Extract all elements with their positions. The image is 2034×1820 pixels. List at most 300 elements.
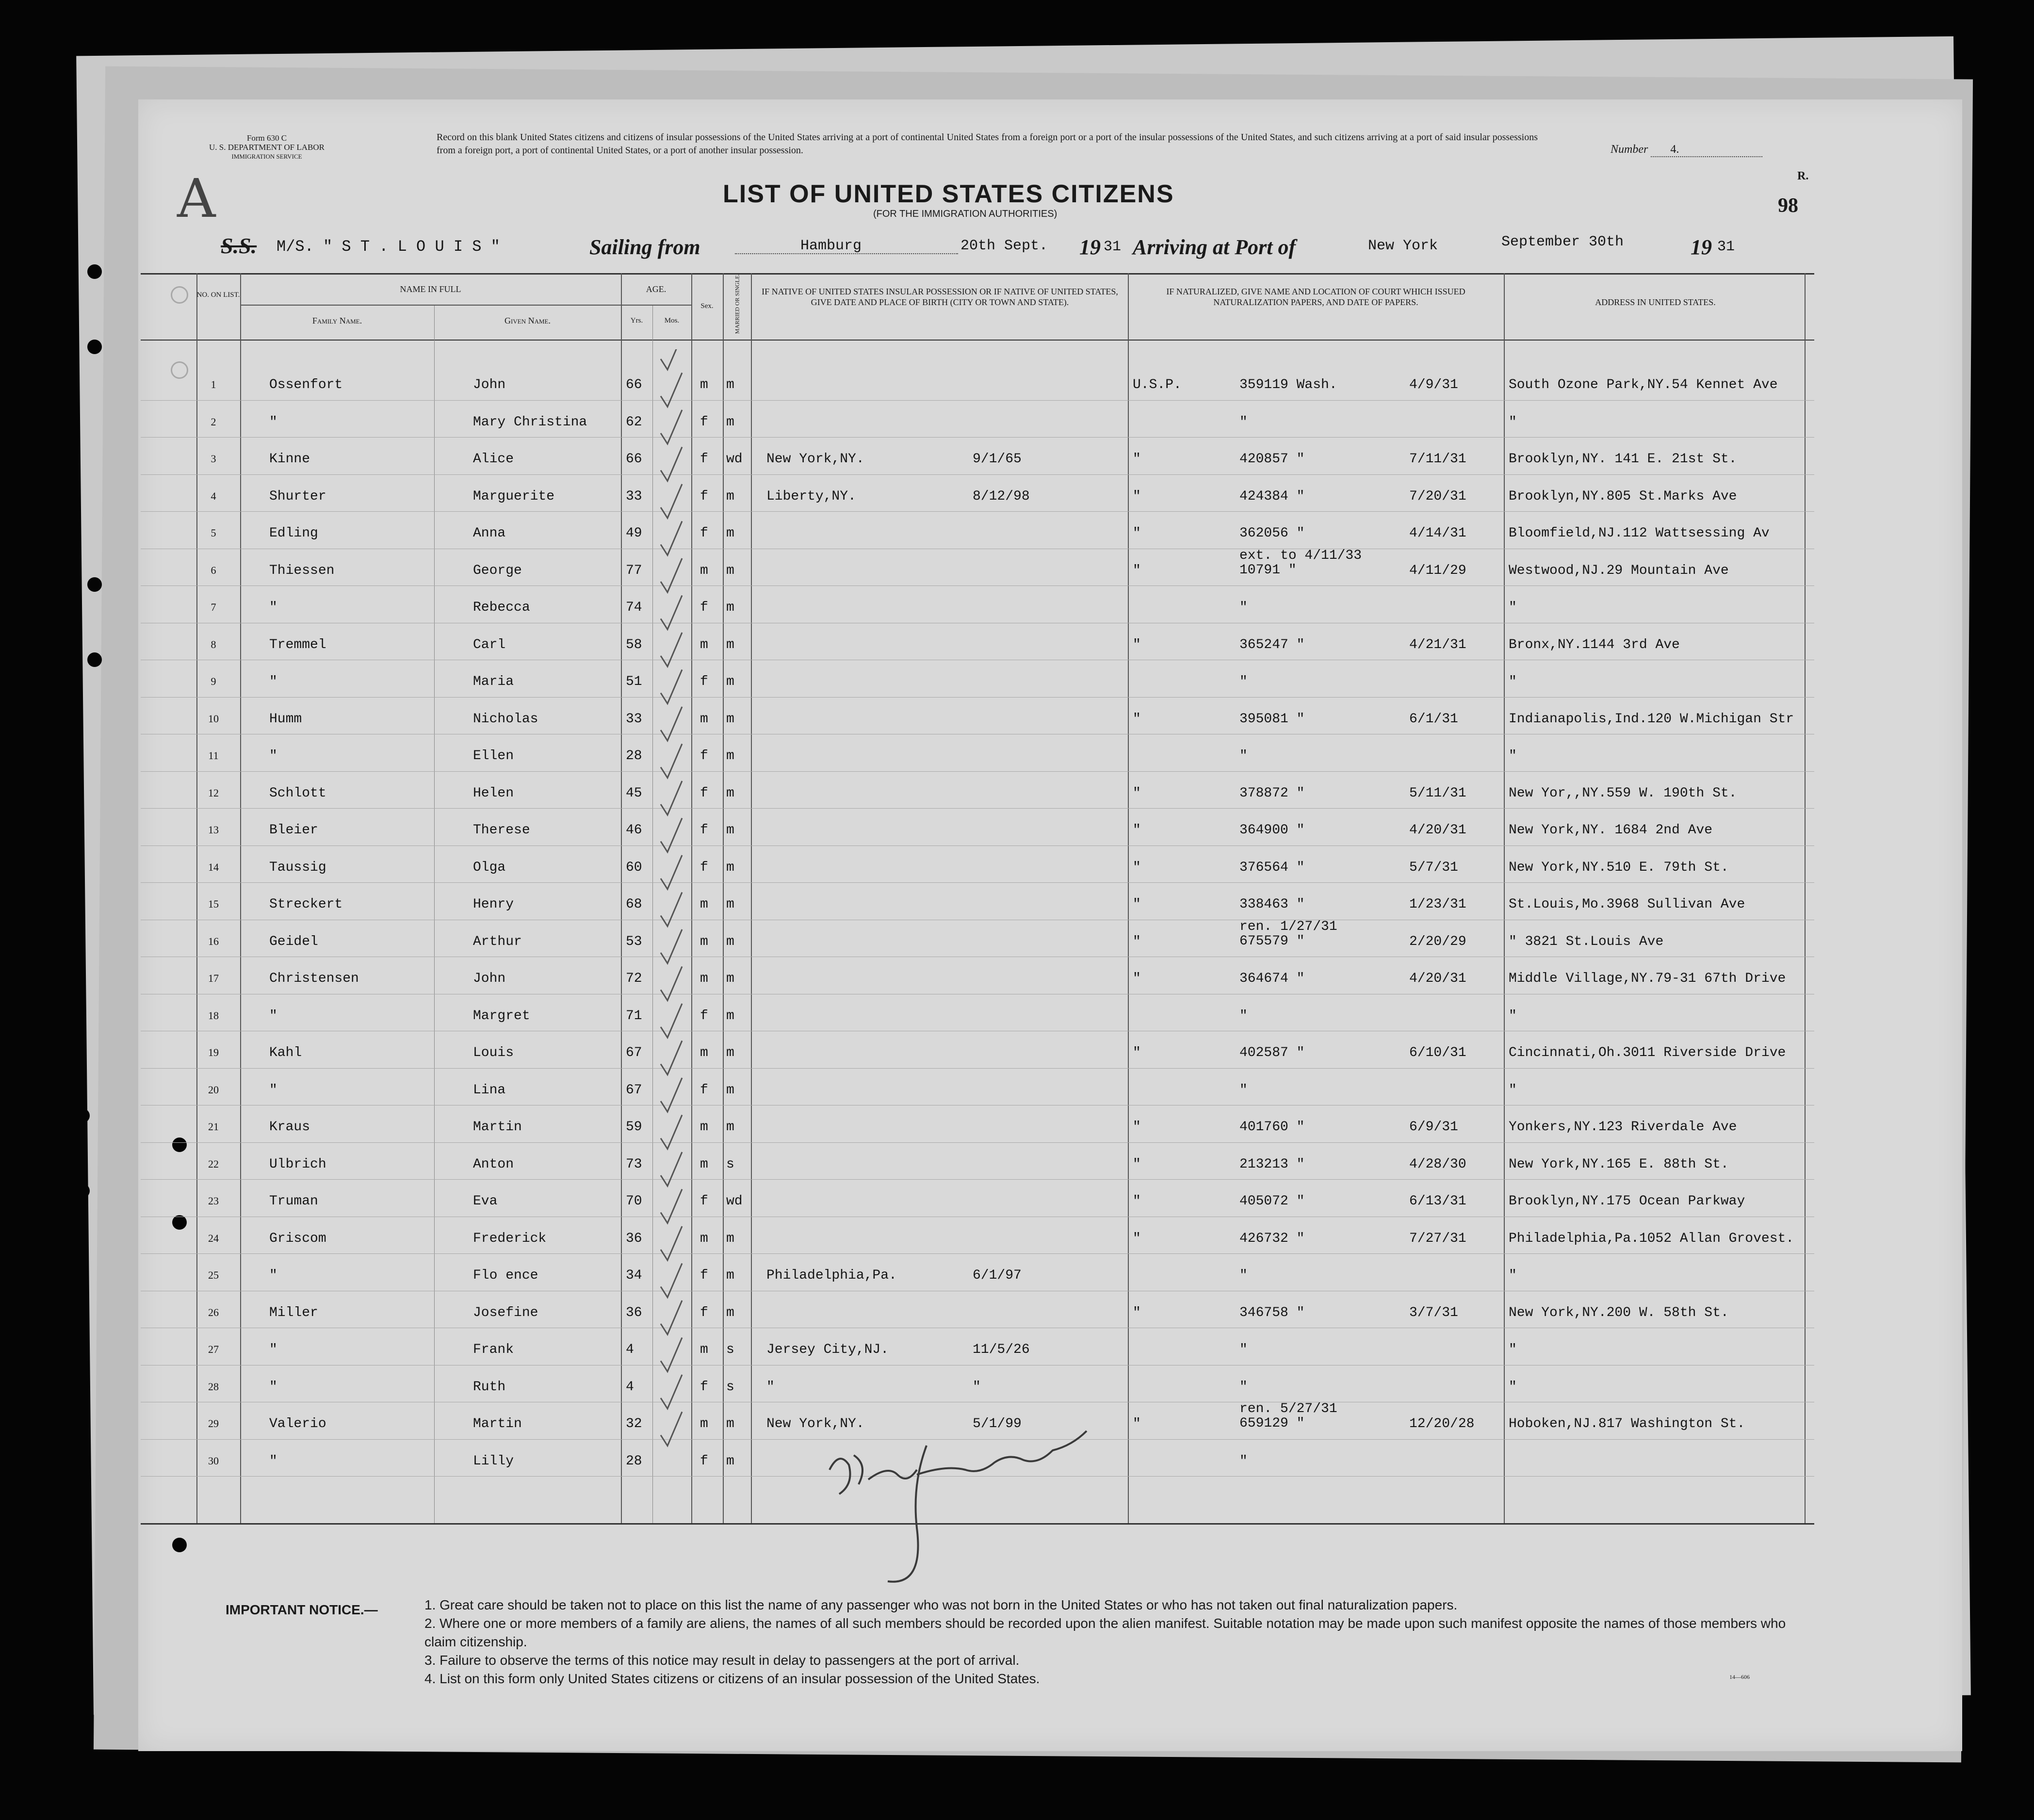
check-mark (661, 781, 682, 815)
check-mark (661, 1152, 682, 1186)
sail-date: 20th Sept. (960, 238, 1048, 254)
row-number: 5 (211, 527, 216, 539)
naturalization-paper: 338463 " (1239, 897, 1305, 912)
given-name: George (473, 563, 522, 578)
check-mark (661, 670, 682, 704)
age-years: 67 (626, 1045, 642, 1060)
naturalization-paper: " (1239, 748, 1248, 764)
naturalization-paper: 424384 " (1239, 488, 1305, 504)
row-number: 23 (208, 1195, 219, 1207)
given-name: Anton (473, 1156, 514, 1172)
table-row (0, 369, 2034, 404)
given-name: Frederick (473, 1231, 547, 1246)
sex: m (700, 377, 708, 392)
age-years: 58 (626, 637, 642, 652)
court: " (1133, 488, 1141, 504)
table-row (0, 1333, 2034, 1368)
given-name: Martin (473, 1416, 522, 1431)
check-mark (661, 1226, 682, 1260)
paper-date: 2/20/29 (1409, 934, 1466, 949)
given-name: Olga (473, 860, 506, 875)
address: Yonkers,NY.123 Riverdale Ave (1509, 1120, 1737, 1135)
check-mark (661, 410, 682, 444)
family-name: Kinne (269, 452, 310, 467)
voyage-line (221, 233, 1817, 262)
sailing-label: Sailing from (589, 235, 700, 259)
check-mark (661, 967, 682, 1001)
address: New York,NY. 1684 2nd Ave (1509, 823, 1713, 838)
punch-hole (87, 264, 102, 279)
court: " (1133, 823, 1141, 838)
family-name: Griscom (269, 1231, 326, 1246)
paper-date: 5/7/31 (1409, 860, 1458, 875)
family-name: Truman (269, 1194, 318, 1209)
family-name: Ossenfort (269, 377, 343, 392)
address: Indianapolis,Ind.120 W.Michigan Str (1509, 711, 1794, 727)
form-instruction: Record on this blank United States citizens and citizens of insular possessions of the United States arriving at a port of continental United States from a foreign port or a port of the insular possessions of the United States, and such citizens arriving at a port of said insular possessions from a foreign port, a port of continental United States, or a port of another insular possession. (437, 132, 1538, 156)
birth-date: 9/1/65 (973, 452, 1022, 467)
address: " (1509, 414, 1517, 430)
r-mark: R. (1797, 170, 1809, 182)
marital-status: m (726, 823, 734, 838)
sex: f (700, 488, 708, 504)
department: U. S. DEPARTMENT OF LABOR (209, 143, 325, 152)
given-name: Frank (473, 1342, 514, 1357)
birth-place: Philadelphia,Pa. (766, 1268, 897, 1283)
table-row (0, 1074, 2034, 1109)
family-name: " (269, 674, 277, 689)
age-years: 73 (626, 1156, 642, 1172)
table-row (0, 517, 2034, 552)
row-number: 26 (208, 1306, 219, 1318)
naturalization-paper: " (1239, 1082, 1248, 1098)
court: " (1133, 934, 1141, 949)
sex: f (700, 1453, 708, 1469)
service: IMMIGRATION SERVICE (231, 153, 302, 160)
family-name: Geidel (269, 934, 318, 949)
age-years: 62 (626, 414, 642, 430)
check-mark (661, 349, 682, 370)
marital-status: m (726, 563, 734, 578)
age-years: 34 (626, 1268, 642, 1283)
table-row (0, 666, 2034, 700)
sex: f (700, 1194, 708, 1209)
check-mark (661, 633, 682, 666)
marital-status: m (726, 748, 734, 764)
family-name: " (269, 1342, 277, 1357)
court: U.S.P. (1133, 377, 1182, 392)
court: " (1133, 1231, 1141, 1246)
check-mark (661, 484, 682, 518)
paper-date: 3/7/31 (1409, 1305, 1458, 1320)
given-name: Nicholas (473, 711, 538, 727)
given-name: Ellen (473, 748, 514, 764)
court: " (1133, 860, 1141, 875)
court: " (1133, 452, 1141, 467)
sex: f (700, 860, 708, 875)
paper-date: 7/11/31 (1409, 452, 1466, 467)
check-mark (661, 558, 682, 592)
sex: m (700, 563, 708, 578)
address: St.Louis,Mo.3968 Sullivan Ave (1509, 897, 1745, 912)
age-years: 28 (626, 748, 642, 764)
address: Brooklyn,NY.175 Ocean Parkway (1509, 1194, 1745, 1209)
punch-hole (75, 1506, 90, 1521)
marital-status: m (726, 934, 734, 949)
given-name: Rebecca (473, 600, 530, 615)
row-number: 27 (208, 1343, 219, 1355)
address: New York,NY.510 E. 79th St. (1509, 860, 1729, 875)
given-name: Marguerite (473, 488, 555, 504)
row-number: 25 (208, 1269, 219, 1281)
notice-label: IMPORTANT NOTICE.— (226, 1602, 378, 1617)
address: " (1509, 1379, 1517, 1395)
row-number: 18 (208, 1009, 219, 1022)
sex: m (700, 1120, 708, 1135)
naturalization-paper: " (1239, 674, 1248, 689)
birth-date: 11/5/26 (973, 1342, 1030, 1357)
table-row (0, 443, 2034, 478)
given-name: Martin (473, 1120, 522, 1135)
check-mark (661, 744, 682, 778)
sex: f (700, 674, 708, 689)
birth-place: Liberty,NY. (766, 488, 856, 504)
sex: m (700, 1231, 708, 1246)
age-years: 66 (626, 452, 642, 467)
table-row (0, 1297, 2034, 1332)
table-row (0, 629, 2034, 664)
naturalization-paper: 401760 " (1239, 1120, 1305, 1135)
age-years: 77 (626, 563, 642, 578)
table-row (0, 1185, 2034, 1220)
form-code: 14—606 (1729, 1674, 1750, 1680)
age-years: 74 (626, 600, 642, 615)
sex: m (700, 897, 708, 912)
court: " (1133, 563, 1141, 578)
family-name: " (269, 748, 277, 764)
ship-name: M/S. " S T . L O U I S " (277, 238, 500, 256)
age-years: 51 (626, 674, 642, 689)
family-name: Edling (269, 526, 318, 541)
family-name: Kahl (269, 1045, 302, 1060)
address: Cincinnati,Oh.3011 Riverside Drive (1509, 1045, 1786, 1060)
given-name: Mary Christina (473, 414, 587, 430)
naturalization-paper: 362056 " (1239, 526, 1305, 541)
punch-hole (172, 1538, 187, 1552)
check-mark (661, 1300, 682, 1334)
row-number: 22 (208, 1157, 219, 1170)
table-row (0, 1371, 2034, 1406)
family-name: " (269, 1453, 277, 1469)
family-name: " (269, 1379, 277, 1395)
row-number: 13 (208, 824, 219, 836)
age-years: 33 (626, 488, 642, 504)
age-years: 59 (626, 1120, 642, 1135)
given-name: Louis (473, 1045, 514, 1060)
col-header-married: MARRIED OR SINGLE. (733, 274, 741, 334)
marital-status: m (726, 637, 734, 652)
arriving-label: Arriving at Port of (1133, 235, 1296, 259)
check-mark (661, 447, 682, 481)
handwritten-letter-mark: A (177, 167, 216, 229)
arrive-year: 31 (1717, 239, 1735, 255)
marital-status: m (726, 711, 734, 727)
naturalization-paper: " (1239, 1342, 1248, 1357)
given-name: Lina (473, 1082, 506, 1098)
check-mark (661, 1189, 682, 1223)
given-name: Alice (473, 452, 514, 467)
paper-date: 4/9/31 (1409, 377, 1458, 392)
family-name: Shurter (269, 488, 326, 504)
paper-date: 6/10/31 (1409, 1045, 1466, 1060)
check-marks (650, 349, 703, 1479)
age-years: 36 (626, 1305, 642, 1320)
sex: m (700, 1342, 708, 1357)
marital-status: m (726, 1268, 734, 1283)
marital-status: m (726, 1120, 734, 1135)
table-row (0, 777, 2034, 812)
sex: f (700, 526, 708, 541)
marital-status: m (726, 1453, 734, 1469)
number-value: 4. (1651, 143, 1762, 157)
age-years: 45 (626, 785, 642, 801)
row-number: 20 (208, 1083, 219, 1096)
col-header-yrs: Yrs. (630, 317, 643, 325)
naturalization-paper: 395081 " (1239, 711, 1305, 727)
birth-date: 5/1/99 (973, 1416, 1022, 1431)
given-name: Margret (473, 1008, 530, 1024)
paper-date: 12/20/28 (1409, 1416, 1475, 1431)
marital-status: s (726, 1156, 734, 1172)
sex: f (700, 414, 708, 430)
birth-place: Jersey City,NJ. (766, 1342, 889, 1357)
paper-date: 4/28/30 (1409, 1156, 1466, 1172)
sex: f (700, 1082, 708, 1098)
row-number: 2 (211, 415, 216, 428)
family-name: Valerio (269, 1416, 326, 1431)
row-number: 6 (211, 564, 216, 576)
given-name: Josefine (473, 1305, 538, 1320)
family-name: Ulbrich (269, 1156, 326, 1172)
table-row (0, 740, 2034, 775)
naturalization-paper: 364900 " (1239, 823, 1305, 838)
notice-item-1: 1. Great care should be taken not to place on this list the name of any passenger who was not born in the United States or who has not taken out final naturalization papers. (424, 1597, 1458, 1612)
check-mark (661, 893, 682, 926)
paper-date: 1/23/31 (1409, 897, 1466, 912)
number-field (1611, 143, 1762, 157)
check-mark (661, 1264, 682, 1298)
row-number: 8 (211, 638, 216, 650)
row-number: 12 (208, 786, 219, 799)
given-name: Maria (473, 674, 514, 689)
sex: f (700, 452, 708, 467)
table-row (0, 851, 2034, 886)
age-years: 66 (626, 377, 642, 392)
family-name: Miller (269, 1305, 318, 1320)
family-name: Taussig (269, 860, 326, 875)
birth-date: 6/1/97 (973, 1268, 1022, 1283)
sex: m (700, 1416, 708, 1431)
table-row (0, 1148, 2034, 1183)
address: " (1509, 1268, 1517, 1283)
given-name: John (473, 377, 506, 392)
address: New Yor,,NY.559 W. 190th St. (1509, 785, 1737, 801)
paper-date: 4/20/31 (1409, 971, 1466, 986)
given-name: Henry (473, 897, 514, 912)
marital-status: m (726, 488, 734, 504)
year-prefix: 19 (1079, 235, 1101, 259)
naturalization-paper: " (1239, 1008, 1248, 1024)
marital-status: m (726, 1008, 734, 1024)
age-years: 4 (626, 1342, 634, 1357)
check-mark (661, 596, 682, 630)
sex: f (700, 1379, 708, 1395)
marital-status: m (726, 860, 734, 875)
address: New York,NY.165 E. 88th St. (1509, 1156, 1729, 1172)
marital-status: m (726, 1231, 734, 1246)
check-mark (661, 1375, 682, 1409)
notice-items (424, 1596, 1812, 1688)
number-label: Number (1611, 143, 1648, 156)
col-header-family: Family Name. (312, 316, 362, 325)
arrive-port: New York (1368, 238, 1438, 254)
naturalization-paper: ren. 5/27/31 659129 " (1239, 1401, 1337, 1431)
given-name: Lilly (473, 1453, 514, 1469)
given-name: Arthur (473, 934, 522, 949)
family-name: Streckert (269, 897, 343, 912)
notice-item-2: 2. Where one or more members of a family are aliens, the names of all such members should be recorded upon the alien manifest. Suitable notation may be made upon such manifest opposite the names of those members who claim citizenship. (424, 1616, 1786, 1649)
sex: f (700, 1305, 708, 1320)
court: " (1133, 711, 1141, 727)
sex: f (700, 823, 708, 838)
sail-year: 31 (1104, 239, 1122, 255)
table-row (0, 919, 2034, 960)
address: " (1509, 600, 1517, 615)
paper-date: 7/27/31 (1409, 1231, 1466, 1246)
naturalization-paper: 359119 Wash. (1239, 377, 1337, 392)
age-years: 67 (626, 1082, 642, 1098)
row-number: 29 (208, 1417, 219, 1430)
page-title: LIST OF UNITED STATES CITIZENS (723, 180, 1174, 208)
naturalization-paper: 213213 " (1239, 1156, 1305, 1172)
from-port: Hamburg (800, 238, 862, 254)
birth-place: New York,NY. (766, 452, 864, 467)
col-header-no: NO. ON LIST. (196, 291, 240, 299)
paper-date: 6/1/31 (1409, 711, 1458, 727)
table-row (0, 814, 2034, 849)
address: Bloomfield,NJ.112 Wattsessing Av (1509, 526, 1770, 541)
marital-status: s (726, 1379, 734, 1395)
age-years: 28 (626, 1453, 642, 1469)
naturalization-paper: 405072 " (1239, 1194, 1305, 1209)
court: " (1133, 1194, 1141, 1209)
age-years: 70 (626, 1194, 642, 1209)
check-mark (661, 855, 682, 889)
marital-status: m (726, 785, 734, 801)
table-row (0, 406, 2034, 441)
sex: m (700, 971, 708, 986)
marital-status: wd (726, 1194, 743, 1209)
court: " (1133, 897, 1141, 912)
age-years: 60 (626, 860, 642, 875)
address: Middle Village,NY.79-31 67th Drive (1509, 971, 1786, 986)
family-name: " (269, 600, 277, 615)
sex: f (700, 785, 708, 801)
row-number: 15 (208, 898, 219, 910)
row-number: 30 (208, 1454, 219, 1467)
age-years: 32 (626, 1416, 642, 1431)
naturalization-paper: 402587 " (1239, 1045, 1305, 1060)
col-header-age: AGE. (646, 284, 667, 294)
naturalization-paper: 346758 " (1239, 1305, 1305, 1320)
sex: f (700, 1268, 708, 1283)
table-header-border (141, 340, 1814, 341)
given-name: Helen (473, 785, 514, 801)
address: " (1509, 748, 1517, 764)
table-row (0, 962, 2034, 997)
row-number: 7 (211, 601, 216, 613)
naturalization-paper: " (1239, 1379, 1248, 1395)
check-mark (661, 521, 682, 555)
naturalization-paper: " (1239, 600, 1248, 615)
family-name: " (269, 1268, 277, 1283)
form-number: Form 630 C (246, 133, 287, 143)
family-name: " (269, 414, 277, 430)
marital-status: m (726, 674, 734, 689)
marital-status: m (726, 414, 734, 430)
arrive-date: September 30th (1501, 234, 1624, 250)
sex: m (700, 711, 708, 727)
col-header-given: Given Name. (504, 316, 551, 325)
check-mark (661, 1115, 682, 1149)
address: Brooklyn,NY.805 St.Marks Ave (1509, 488, 1737, 504)
court: " (1133, 1156, 1141, 1172)
row-number: 24 (208, 1232, 219, 1244)
family-name: Christensen (269, 971, 359, 986)
table-row (0, 703, 2034, 738)
family-name: Kraus (269, 1120, 310, 1135)
naturalization-paper: " (1239, 1268, 1248, 1283)
address: " (1509, 1008, 1517, 1024)
court: " (1133, 637, 1141, 652)
family-name: Tremmel (269, 637, 326, 652)
naturalization-paper: 364674 " (1239, 971, 1305, 986)
punch-hole-ring (171, 286, 188, 304)
naturalization-paper: ren. 1/27/31 675579 " (1239, 919, 1337, 949)
row-number: 28 (208, 1380, 219, 1393)
age-years: 49 (626, 526, 642, 541)
given-name: Therese (473, 823, 530, 838)
paper-date: 4/21/31 (1409, 637, 1466, 652)
paper-date: 6/13/31 (1409, 1194, 1466, 1209)
naturalization-paper: 376564 " (1239, 860, 1305, 875)
row-number: 21 (208, 1121, 219, 1133)
paper-date: 6/9/31 (1409, 1120, 1458, 1135)
table-row (0, 1000, 2034, 1035)
paper-date: 5/11/31 (1409, 785, 1466, 801)
age-years: 53 (626, 934, 642, 949)
address: New York,NY.200 W. 58th St. (1509, 1305, 1729, 1320)
family-name: Bleier (269, 823, 318, 838)
sex: f (700, 600, 708, 615)
page-subtitle: (FOR THE IMMIGRATION AUTHORITIES) (873, 209, 1058, 219)
age-subheader-line (621, 305, 691, 306)
address: Hoboken,NJ.817 Washington St. (1509, 1416, 1745, 1431)
marital-status: m (726, 1416, 734, 1431)
paper-date: 4/14/31 (1409, 526, 1466, 541)
table-row (0, 888, 2034, 923)
table-row (0, 548, 2034, 589)
